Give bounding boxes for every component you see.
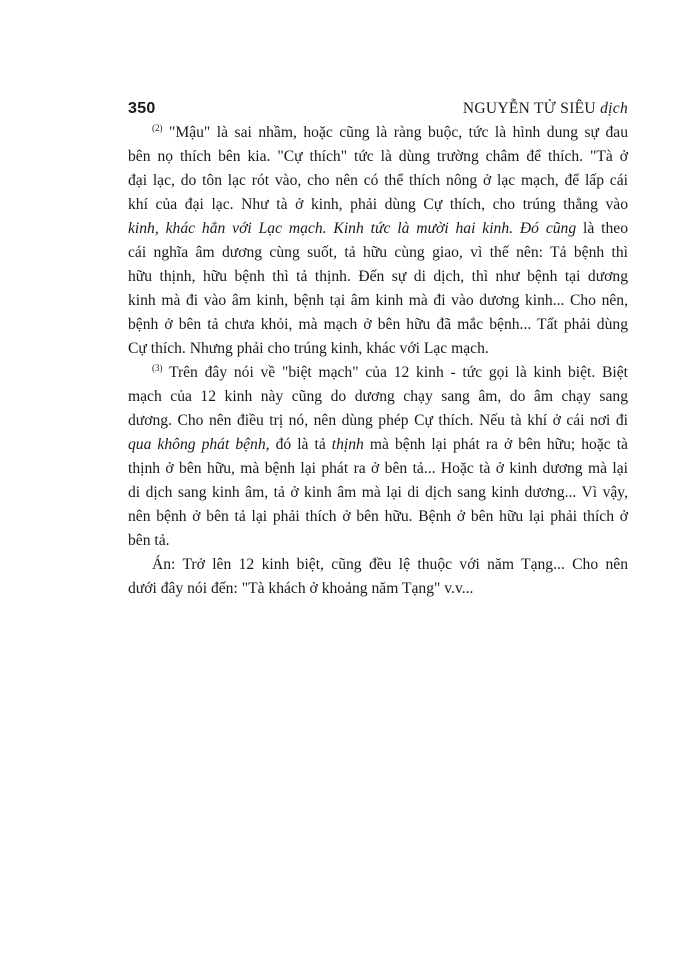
running-title-author: NGUYỄN TỬ SIÊU (462, 100, 596, 117)
text-segment: là theo (576, 220, 628, 237)
text-line (128, 337, 628, 361)
text-line (128, 433, 628, 457)
page-body (128, 121, 628, 601)
text-line (128, 553, 628, 577)
text-line (128, 169, 628, 193)
text-segment: "Mậu" là sai nhầm, hoặc cũng là ràng buộc, tức là hình dung sự đau (168, 124, 628, 141)
text-segment: dưới đây nói đến: "Tà khách ở khoảng năm Tạng" v.v... (128, 580, 474, 597)
text-line (128, 217, 628, 241)
text-line (128, 529, 628, 553)
text-line (128, 121, 628, 145)
text-segment: đó là tả (269, 436, 332, 453)
footnote-marker: (3) (152, 363, 163, 373)
text-segment: đại lạc, do tôn lạc rót vào, cho nên có thể thích nông ở lạc mạch, để lấp cái (128, 172, 628, 189)
text-segment: dương. Cho nên điều trị nó, nên dùng phép Cự thích. Nếu tà khí ở cái nơi đi (128, 412, 628, 429)
text-segment: bên tả. (128, 532, 170, 549)
running-title (463, 100, 628, 118)
text-line (128, 313, 628, 337)
text-line (128, 457, 628, 481)
text-line (128, 193, 628, 217)
text-segment: mạch của 12 kinh này cũng do dương chạy sang âm, do âm chạy sang (128, 388, 628, 405)
text-segment: di dịch sang kinh âm, tả ở kinh âm mà lại di dịch sang kinh dương... Vì vậy, (128, 484, 628, 501)
text-segment: Cự thích. Nhưng phải cho trúng kinh, khác với Lạc mạch. (128, 340, 489, 357)
page-number: 350 (128, 100, 156, 117)
text-line (128, 409, 628, 433)
text-line (128, 361, 628, 385)
text-line (128, 265, 628, 289)
text-segment: Trên đây nói về "biệt mạch" của 12 kinh - tức gọi là kinh biệt. Biệt (168, 364, 628, 381)
text-line (128, 505, 628, 529)
text-line (128, 145, 628, 169)
text-segment: bệnh ở bên tả chưa khỏi, mà mạch ở bên hữu đã mắc bệnh... Tất phải dùng (128, 316, 628, 333)
text-segment: kinh mà đi vào âm kinh, bệnh tại âm kinh mà đi vào dương kinh... Cho nên, (128, 292, 628, 309)
footnote-marker: (2) (152, 123, 163, 133)
italic-text: qua không phát bệnh, (128, 436, 270, 453)
running-title-suffix: dịch (600, 100, 628, 117)
text-segment: thịnh ở bên hữu, mà bệnh lại phát ra ở bên tả... Hoặc tà ở kinh dương mà lại (128, 460, 628, 477)
text-segment: khí của đại lạc. Như tà ở kinh, phải dùng Cự thích, cho trúng thẳng vào (128, 196, 628, 213)
text-segment: hữu thịnh, hữu bệnh thì tả thịnh. Đến sự di dịch, thì như bệnh tại dương (128, 268, 628, 285)
text-segment: bên nọ thích bên kia. "Cự thích" tức là dùng trường châm để thích. "Tà ở (128, 148, 628, 165)
text-line (128, 385, 628, 409)
italic-text: khác hẳn với Lạc mạch. Kinh tức là mười hai kinh. Đó cũng (165, 220, 577, 237)
text-line (128, 577, 628, 601)
text-segment: Án: Trở lên 12 kinh biệt, cũng đều lệ thuộc với năm Tạng... Cho nên (152, 556, 628, 573)
italic-text: kinh, (128, 220, 166, 237)
italic-text: thịnh (331, 436, 364, 453)
text-line (128, 241, 628, 265)
text-segment: mà bệnh lại phát ra ở bên hữu; hoặc tà (363, 436, 628, 453)
text-line (128, 289, 628, 313)
text-segment: cái nghĩa âm dương cùng suốt, tả hữu cùng giao, vì thế nên: Tả bệnh thì (128, 244, 628, 261)
text-line (128, 481, 628, 505)
text-segment: nên bệnh ở bên tả lại phải thích ở bên hữu. Bệnh ở bên hữu lại phải thích ở (128, 508, 628, 525)
